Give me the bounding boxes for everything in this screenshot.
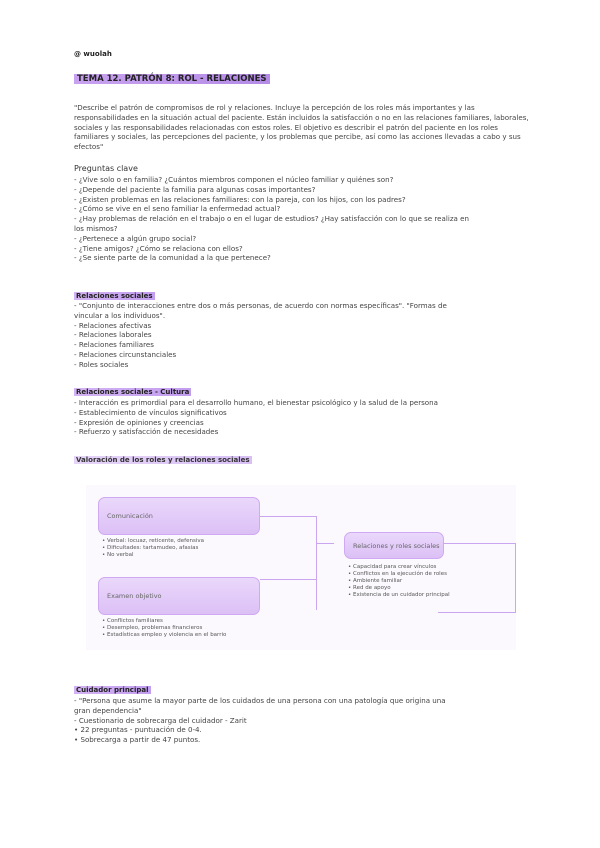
list-item: - Cuestionario de sobrecarga del cuidador - Zarit <box>74 715 247 725</box>
list-item: - "Conjunto de interacciones entre dos o más personas, de acuerdo con normas específicas". "Formas de <box>74 301 447 310</box>
list-item: • Sobrecarga a partir de 47 puntos. <box>74 735 201 745</box>
list-item: - Refuerzo y satisfacción de necesidades <box>74 427 219 437</box>
connector-line <box>260 516 316 517</box>
connector-line <box>515 543 516 613</box>
caregiver-list <box>74 696 446 745</box>
list-item: - Expresión de opiniones y creencias <box>74 417 204 427</box>
list-item: - Relaciones laborales <box>74 330 152 340</box>
page-title: TEMA 12. PATRÓN 8: ROL - RELACIONES <box>74 74 270 84</box>
connector-line <box>316 543 334 544</box>
exam-box <box>98 577 260 615</box>
communication-box <box>98 497 260 535</box>
list-item: - Interacción es primordial para el desarrollo humano, el bienestar psicológico y la salud de la persona <box>74 398 438 407</box>
list-item: - ¿Se siente parte de la comunidad a la que pertenece? <box>74 253 271 263</box>
connector-line <box>438 612 516 613</box>
list-item: - Relaciones afectivas <box>74 320 152 330</box>
exam-bullets <box>102 618 226 639</box>
exam-label: Examen objetivo <box>107 592 162 600</box>
list-item: - ¿Hay problemas de relación en el trabajo o en el lugar de estudios? ¿Hay satisfacción con lo que se realiza en <box>74 214 470 224</box>
key-questions-list <box>74 175 469 263</box>
social-culture-heading: Relaciones sociales - Cultura <box>76 388 190 396</box>
relations-bullets <box>348 564 450 599</box>
social-culture-list <box>74 398 438 437</box>
watermark: @ wuolah <box>74 50 112 58</box>
list-item: vincular a los individuos". <box>74 310 166 320</box>
list-item: • 22 preguntas - puntuación de 0-4. <box>74 725 202 735</box>
list-item: - "Persona que asume la mayor parte de los cuidados de una persona con una patología que origina una <box>74 696 446 705</box>
list-item: - ¿Pertenece a algún grupo social? <box>74 233 197 243</box>
list-item: • Ambiente familiar <box>348 578 403 584</box>
list-item: - ¿Vive solo o en familia? ¿Cuántos miembros componen el núcleo familiar y quiénes son? <box>74 175 394 184</box>
list-item: • Verbal: locuaz, reticente, defensiva <box>102 538 204 544</box>
social-relations-list <box>74 301 447 370</box>
valuation-heading: Valoración de los roles y relaciones sociales <box>76 456 250 464</box>
list-item: gran dependencia" <box>74 705 142 715</box>
list-item: - ¿Tiene amigos? ¿Cómo se relaciona con ellos? <box>74 243 243 253</box>
relations-label: Relaciones y roles sociales <box>353 541 440 550</box>
connector-line <box>438 543 516 544</box>
communication-bullets <box>102 538 204 559</box>
description-paragraph: "Describe el patrón de compromisos de rol y relaciones. Incluye la percepción de los roles más importantes y las responsabilidades en la situación actual del paciente. Están incluidos la satisfacción o no en las relaciones familiares, laborales, sociales y las responsabilidades relacionadas con estos roles. El objetivo es describir el patrón del paciente en los roles familiares y sociales, las percepciones del paciente, y los problemas que percibe, así como las acciones llevadas a cabo y sus efectos" <box>74 103 529 152</box>
list-item: • Red de apoyo <box>348 585 391 591</box>
connector-line <box>316 516 317 610</box>
list-item: • Desempleo, problemas financieros <box>102 625 203 631</box>
list-item: los mismos? <box>74 223 118 233</box>
list-item: - Establecimiento de vínculos significativos <box>74 407 227 417</box>
list-item: • No verbal <box>102 552 134 558</box>
key-questions-heading: Preguntas clave <box>74 164 138 173</box>
social-relations-heading: Relaciones sociales <box>76 292 153 300</box>
caregiver-heading: Cuidador principal <box>76 686 149 694</box>
list-item: • Conflictos en la ejecución de roles <box>348 571 447 577</box>
list-item: - ¿Cómo se vive en el seno familiar la enfermedad actual? <box>74 204 281 214</box>
list-item: - ¿Depende del paciente la familia para algunas cosas importantes? <box>74 184 316 194</box>
list-item: - Relaciones circunstanciales <box>74 349 177 359</box>
valuation-diagram <box>86 485 516 650</box>
list-item: • Dificultades: tartamudeo, afasias <box>102 545 199 551</box>
relations-box <box>344 532 444 559</box>
list-item: • Existencia de un cuidador principal <box>348 592 450 598</box>
connector-line <box>260 579 316 580</box>
list-item: - Relaciones familiares <box>74 340 154 350</box>
communication-label: Comunicación <box>107 512 153 520</box>
list-item: • Capacidad para crear vínculos <box>348 564 437 570</box>
list-item: • Conflictos familiares <box>102 618 163 624</box>
list-item: • Estadísticas empleo y violencia en el barrio <box>102 632 227 638</box>
list-item: - Roles sociales <box>74 359 129 369</box>
list-item: - ¿Existen problemas en las relaciones familiares: con la pareja, con los hijos, con los padres? <box>74 194 406 204</box>
